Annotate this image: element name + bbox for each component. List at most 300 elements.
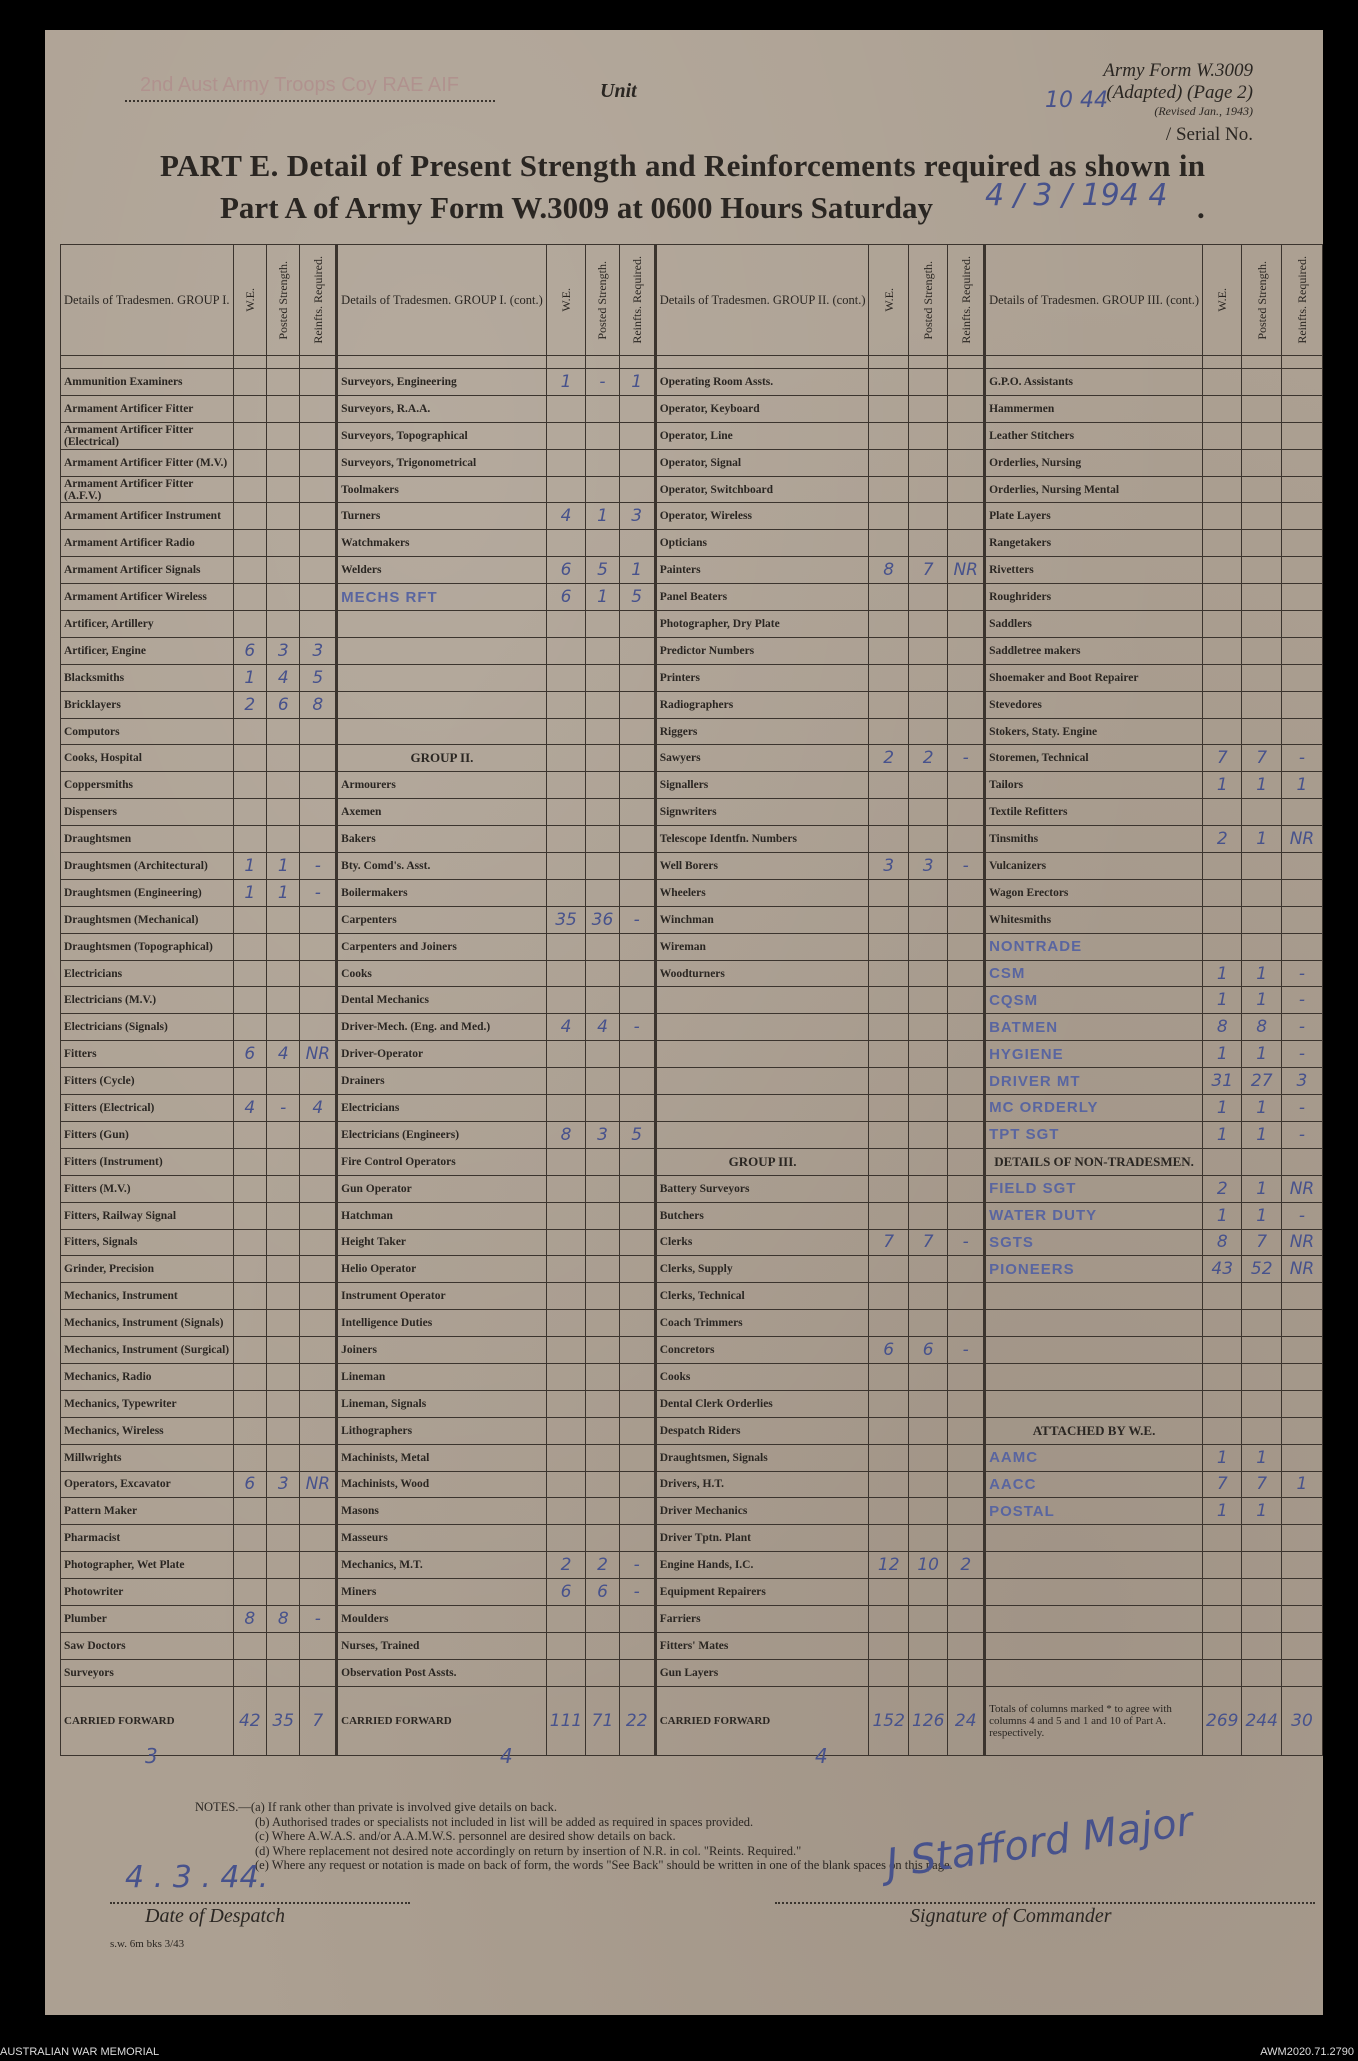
note-b: (b) Authorised trades or specialists not included in list will be added as required in spaces provided. [255, 1814, 754, 1829]
we-value [546, 1471, 585, 1498]
we-value [869, 503, 908, 530]
trade-name: MC ORDERLY [985, 1095, 1203, 1122]
we-value [869, 476, 908, 503]
trade-name: Millwrights [61, 1444, 234, 1471]
posted-value [1242, 1417, 1281, 1444]
trade-name: Gun Layers [655, 1659, 869, 1686]
we-value [233, 1256, 266, 1283]
reinf-value [948, 1041, 985, 1068]
totals-note: Totals of columns marked * to agree with columns 4 and 5 and 1 and 10 of Part A. respectively. [985, 1686, 1203, 1755]
posted-value [908, 1121, 947, 1148]
we-value [869, 1175, 908, 1202]
trade-name: Shoemaker and Boot Repairer [985, 664, 1203, 691]
reinf-value [300, 1417, 337, 1444]
posted-value [908, 960, 947, 987]
trade-name: Plumber [61, 1605, 234, 1632]
reinf-value [948, 422, 985, 449]
table-row [61, 476, 1323, 503]
reinf-value [300, 476, 337, 503]
we-value [233, 799, 266, 826]
reinf-value [948, 530, 985, 557]
col-posted: Posted Strength. [1242, 245, 1281, 356]
we-value [869, 1121, 908, 1148]
reinf-value [948, 799, 985, 826]
we-value [546, 1283, 585, 1310]
posted-value [267, 1444, 300, 1471]
posted-value: 3 [267, 637, 300, 664]
trade-name: Rangetakers [985, 530, 1203, 557]
reinf-value [619, 1363, 655, 1390]
we-value [869, 1095, 908, 1122]
we-value [1203, 611, 1242, 638]
we-value [1203, 637, 1242, 664]
cf-page-3: 4 [815, 1744, 828, 1768]
reinf-value [619, 1095, 655, 1122]
table-row [61, 1095, 1323, 1122]
we-value [233, 745, 266, 772]
reinf-value [948, 879, 985, 906]
posted-value: 27 [1242, 1068, 1281, 1095]
reinf-value [300, 1121, 337, 1148]
trade-name: Battery Surveyors [655, 1175, 869, 1202]
we-value [869, 960, 908, 987]
trade-name: Mechanics, Instrument (Signals) [61, 1310, 234, 1337]
reinf-value [300, 987, 337, 1014]
we-value [233, 1337, 266, 1364]
we-value [233, 476, 266, 503]
trade-name: Fitters (Electrical) [61, 1095, 234, 1122]
we-value [233, 1283, 266, 1310]
reinf-value [1281, 1148, 1322, 1175]
posted-value [1242, 557, 1281, 584]
trade-name: NONTRADE [985, 933, 1203, 960]
we-value [546, 1175, 585, 1202]
posted-value [586, 745, 619, 772]
table-row [61, 1525, 1323, 1552]
posted-value [1242, 1552, 1281, 1579]
we-value: 6 [869, 1337, 908, 1364]
we-value [546, 1256, 585, 1283]
we-value [1203, 530, 1242, 557]
posted-value [586, 1068, 619, 1095]
we-value [546, 718, 585, 745]
posted-value [586, 1390, 619, 1417]
posted-value: 52 [1242, 1256, 1281, 1283]
trade-name: Armament Artificer Signals [61, 557, 234, 584]
reinf-value [619, 1229, 655, 1256]
posted-value [267, 1390, 300, 1417]
we-value [869, 718, 908, 745]
we-value [233, 1552, 266, 1579]
posted-value [1242, 1363, 1281, 1390]
reinf-value [948, 395, 985, 422]
reinf-value: NR [1281, 826, 1322, 853]
posted-value [267, 1552, 300, 1579]
reinf-value [948, 960, 985, 987]
we-value [233, 422, 266, 449]
trade-name: Predictor Numbers [655, 637, 869, 664]
we-value: 1 [1203, 1095, 1242, 1122]
we-value [546, 1148, 585, 1175]
we-value [233, 960, 266, 987]
trade-name [985, 1579, 1203, 1606]
posted-value [586, 960, 619, 987]
posted-value [1242, 1632, 1281, 1659]
trade-name: Observation Post Assts. [337, 1659, 547, 1686]
posted-value [267, 530, 300, 557]
trade-name [985, 1337, 1203, 1364]
we-value [233, 530, 266, 557]
reinf-value [300, 557, 337, 584]
we-value [869, 395, 908, 422]
form-line-1: Army Form W.3009 [1103, 60, 1253, 81]
posted-value [586, 1095, 619, 1122]
we-value [1203, 664, 1242, 691]
posted-value [586, 933, 619, 960]
we-value [546, 745, 585, 772]
we-value: 2 [233, 691, 266, 718]
we-value [869, 369, 908, 396]
reinf-value: - [1281, 745, 1322, 772]
table-row [61, 1229, 1323, 1256]
reinf-value [619, 1202, 655, 1229]
trade-name: Mechanics, Instrument [61, 1283, 234, 1310]
trade-name: Grinder, Precision [61, 1256, 234, 1283]
reinf-value [619, 1659, 655, 1686]
reinf-value [619, 1632, 655, 1659]
we-value [869, 1068, 908, 1095]
posted-value [1242, 503, 1281, 530]
table-row [61, 718, 1323, 745]
we-value: 1 [233, 664, 266, 691]
posted-value [1242, 1525, 1281, 1552]
trade-name: Bty. Comd's. Asst. [337, 853, 547, 880]
trade-name: Gun Operator [337, 1175, 547, 1202]
table-row [61, 1310, 1323, 1337]
reinf-value [1281, 637, 1322, 664]
posted-value [586, 1605, 619, 1632]
reinf-value [300, 530, 337, 557]
posted-value [908, 584, 947, 611]
trade-name: Fitters (Cycle) [61, 1068, 234, 1095]
cf-g2c-reinf: 24 [948, 1686, 985, 1755]
table-row [61, 637, 1323, 664]
we-value: 8 [869, 557, 908, 584]
trade-name: Ammunition Examiners [61, 369, 234, 396]
posted-value [586, 853, 619, 880]
col-reinfts: Reinfts. Required. [300, 245, 337, 356]
cf-g1c-posted: 71 [586, 1686, 619, 1755]
col-group2-cont: Details of Tradesmen. GROUP II. (cont.) [655, 245, 869, 356]
posted-value: 6 [267, 691, 300, 718]
trade-name: Sawyers [655, 745, 869, 772]
trade-name: BATMEN [985, 1014, 1203, 1041]
trade-name: Armament Artificer Wireless [61, 584, 234, 611]
we-value: 6 [546, 557, 585, 584]
title-date-hand: 4 / 3 / 194 4 [985, 178, 1168, 213]
posted-value [267, 1014, 300, 1041]
posted-value [908, 799, 947, 826]
table-row [61, 879, 1323, 906]
trade-name: Moulders [337, 1605, 547, 1632]
we-value [1203, 1337, 1242, 1364]
trade-name: GROUP II. [337, 745, 547, 772]
we-value: 8 [1203, 1014, 1242, 1041]
trade-name: Carpenters and Joiners [337, 933, 547, 960]
trade-name: Driver-Operator [337, 1041, 547, 1068]
we-value [546, 476, 585, 503]
trade-name: ATTACHED BY W.E. [985, 1417, 1203, 1444]
we-value [546, 826, 585, 853]
trade-name: Machinists, Metal [337, 1444, 547, 1471]
posted-value [908, 987, 947, 1014]
we-value [546, 879, 585, 906]
reinf-value [948, 1256, 985, 1283]
posted-value [1242, 879, 1281, 906]
trade-name: Intelligence Duties [337, 1310, 547, 1337]
we-value [869, 691, 908, 718]
posted-value [908, 1363, 947, 1390]
we-value: 8 [1203, 1229, 1242, 1256]
trade-name: Painters [655, 557, 869, 584]
trade-name [337, 691, 547, 718]
col-group1-cont: Details of Tradesmen. GROUP I. (cont.) [337, 245, 547, 356]
trade-name: Bricklayers [61, 691, 234, 718]
posted-value [1242, 906, 1281, 933]
we-value [546, 987, 585, 1014]
reinf-value [619, 1148, 655, 1175]
we-value [546, 1202, 585, 1229]
trade-name: Draughtsmen, Signals [655, 1444, 869, 1471]
posted-value [908, 906, 947, 933]
trade-name: Photographer, Wet Plate [61, 1552, 234, 1579]
we-value [1203, 1605, 1242, 1632]
reinf-value [1281, 853, 1322, 880]
posted-value [267, 1148, 300, 1175]
we-value [233, 826, 266, 853]
reinf-value [300, 1229, 337, 1256]
posted-value [908, 1310, 947, 1337]
table-row [61, 557, 1323, 584]
posted-value [908, 395, 947, 422]
trade-name: Mechanics, Typewriter [61, 1390, 234, 1417]
we-value [869, 637, 908, 664]
reinf-value: - [1281, 1041, 1322, 1068]
posted-value [1242, 1337, 1281, 1364]
reinf-value [948, 1148, 985, 1175]
trade-name: Opticians [655, 530, 869, 557]
reinf-value: 3 [619, 503, 655, 530]
we-value [1203, 422, 1242, 449]
table-row [61, 664, 1323, 691]
posted-value [908, 1444, 947, 1471]
posted-value: 7 [1242, 745, 1281, 772]
table-row [61, 395, 1323, 422]
trade-name: Orderlies, Nursing Mental [985, 476, 1203, 503]
posted-value [1242, 584, 1281, 611]
we-value: 8 [233, 1605, 266, 1632]
we-value [869, 1202, 908, 1229]
reinf-value [619, 987, 655, 1014]
we-value: 6 [233, 1471, 266, 1498]
posted-value [586, 1632, 619, 1659]
col-we: W.E. [546, 245, 585, 356]
reinf-value [948, 476, 985, 503]
posted-value [908, 611, 947, 638]
table-row [61, 960, 1323, 987]
posted-value [908, 772, 947, 799]
posted-value [267, 1579, 300, 1606]
trade-name: Bakers [337, 826, 547, 853]
we-value: 7 [869, 1229, 908, 1256]
note-a: NOTES.—(a) If rank other than private is involved give details on back. [195, 1800, 558, 1814]
posted-value: 8 [1242, 1014, 1281, 1041]
trade-name: Dental Clerk Orderlies [655, 1390, 869, 1417]
cf-g3-we: 269 [1203, 1686, 1242, 1755]
trade-name: Leather Stitchers [985, 422, 1203, 449]
trade-name: Rivetters [985, 557, 1203, 584]
we-value [233, 1121, 266, 1148]
posted-value: 1 [267, 853, 300, 880]
we-value: 8 [546, 1121, 585, 1148]
reinf-value: - [1281, 1014, 1322, 1041]
col-posted: Posted Strength. [267, 245, 300, 356]
table-row [61, 1498, 1323, 1525]
table-row [61, 1148, 1323, 1175]
reinf-value [948, 1471, 985, 1498]
posted-value [1242, 799, 1281, 826]
posted-value [586, 1525, 619, 1552]
reinf-value [300, 1579, 337, 1606]
trade-name [655, 1068, 869, 1095]
reinf-value [300, 1068, 337, 1095]
we-value [233, 1202, 266, 1229]
reinf-value [300, 1444, 337, 1471]
posted-value: 7 [908, 557, 947, 584]
we-value [1203, 503, 1242, 530]
reinf-value [1281, 1552, 1322, 1579]
we-value: 43 [1203, 1256, 1242, 1283]
trade-name: Armament Artificer Radio [61, 530, 234, 557]
table-row [61, 772, 1323, 799]
signature-line [775, 1902, 1315, 1904]
table-row [61, 449, 1323, 476]
reinf-value [1281, 1605, 1322, 1632]
we-value: 1 [546, 369, 585, 396]
trade-name: Signallers [655, 772, 869, 799]
posted-value [267, 1068, 300, 1095]
trade-name [985, 1310, 1203, 1337]
reinf-value: - [300, 853, 337, 880]
trade-name: Dispensers [61, 799, 234, 826]
table-row [61, 1605, 1323, 1632]
trade-name: Saddletree makers [985, 637, 1203, 664]
carried-forward-label-2: CARRIED FORWARD [337, 1686, 547, 1755]
posted-value [908, 476, 947, 503]
posted-value [1242, 718, 1281, 745]
we-value [1203, 1148, 1242, 1175]
reinf-value: - [948, 1337, 985, 1364]
posted-value [267, 1121, 300, 1148]
reinf-value: - [1281, 960, 1322, 987]
posted-value: 7 [908, 1229, 947, 1256]
we-value [546, 1229, 585, 1256]
reinf-value [948, 584, 985, 611]
trade-name: Vulcanizers [985, 853, 1203, 880]
posted-value [908, 1632, 947, 1659]
table-row [61, 1363, 1323, 1390]
reinf-value [300, 1175, 337, 1202]
reinf-value [948, 1390, 985, 1417]
reinf-value [300, 503, 337, 530]
reinf-value [1281, 1283, 1322, 1310]
col-group1: Details of Tradesmen. GROUP I. [61, 245, 234, 356]
strength-table [60, 244, 1323, 1756]
date-of-despatch-label: Date of Despatch [145, 1905, 285, 1927]
posted-value [267, 933, 300, 960]
trade-name [985, 1552, 1203, 1579]
table-row [61, 530, 1323, 557]
we-value [869, 1471, 908, 1498]
trade-name: Armament Artificer Instrument [61, 503, 234, 530]
posted-value [267, 1525, 300, 1552]
trade-name: Fitters, Signals [61, 1229, 234, 1256]
table-row [61, 1417, 1323, 1444]
posted-value [586, 1256, 619, 1283]
table-row [61, 422, 1323, 449]
we-value [233, 1444, 266, 1471]
posted-value: 1 [586, 584, 619, 611]
reinf-value [948, 1310, 985, 1337]
posted-value [908, 1579, 947, 1606]
trade-name: Operator, Switchboard [655, 476, 869, 503]
trade-name: Wheelers [655, 879, 869, 906]
reinf-value [619, 1525, 655, 1552]
we-value [546, 853, 585, 880]
reinf-value [948, 1068, 985, 1095]
reinf-value: 4 [300, 1095, 337, 1122]
posted-value: 1 [1242, 1095, 1281, 1122]
trade-name: Radiographers [655, 691, 869, 718]
posted-value: 1 [1242, 1498, 1281, 1525]
reinf-value [619, 1337, 655, 1364]
trade-name: Mechanics, M.T. [337, 1552, 547, 1579]
reinf-value [300, 799, 337, 826]
reinf-value [948, 1605, 985, 1632]
table-row [61, 1014, 1323, 1041]
reinf-value [619, 422, 655, 449]
reinf-value [619, 799, 655, 826]
posted-value [586, 611, 619, 638]
reinf-value [948, 933, 985, 960]
trade-name: Operator, Line [655, 422, 869, 449]
trade-name: Axemen [337, 799, 547, 826]
we-value [546, 637, 585, 664]
trade-name: Pattern Maker [61, 1498, 234, 1525]
we-value [233, 987, 266, 1014]
posted-value [267, 422, 300, 449]
trade-name: Cooks [337, 960, 547, 987]
reinf-value [619, 1417, 655, 1444]
reinf-value [619, 1390, 655, 1417]
posted-value [908, 503, 947, 530]
table-row [61, 1632, 1323, 1659]
table-row [61, 1283, 1323, 1310]
trade-name: Masseurs [337, 1525, 547, 1552]
trade-name: Riggers [655, 718, 869, 745]
we-value [233, 449, 266, 476]
reinf-value: 1 [1281, 1471, 1322, 1498]
